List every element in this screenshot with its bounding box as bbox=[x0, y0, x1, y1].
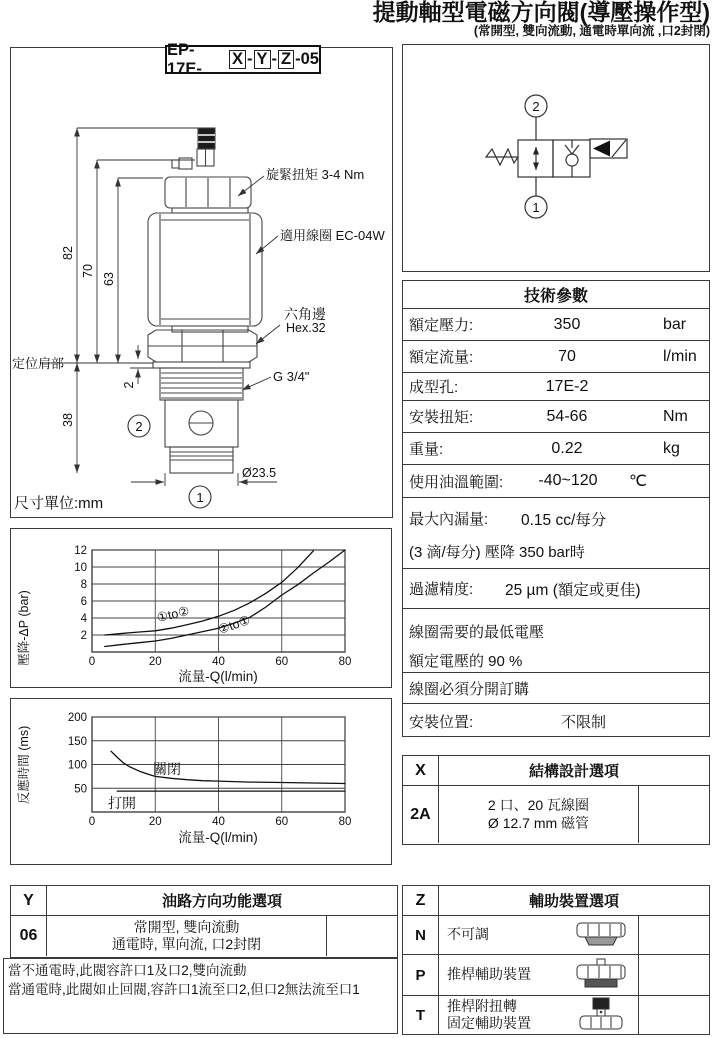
y-tick-label: 2 bbox=[80, 630, 87, 642]
tech-row-flow bbox=[403, 341, 709, 373]
y-row-empty-cell bbox=[327, 916, 397, 956]
tech-unit: Nm bbox=[663, 407, 688, 425]
response-time-chart bbox=[10, 698, 392, 865]
tech-label: 成型孔: bbox=[409, 379, 459, 396]
tech-voltage-line2: 額定電壓的 90 % bbox=[409, 653, 523, 670]
tech-row-filtration bbox=[403, 569, 709, 609]
x-row-line1: 2 口、20 瓦線圈 bbox=[487, 797, 590, 813]
y-tick-label: 10 bbox=[74, 562, 87, 574]
y-tick-label: 8 bbox=[80, 579, 87, 591]
tech-unit: ℃ bbox=[629, 473, 647, 490]
torque-label: 旋緊扭矩 3-4 Nm bbox=[266, 167, 365, 182]
tech-table-title-text: 技術參數 bbox=[523, 288, 588, 305]
x-tick-label: 40 bbox=[212, 816, 225, 828]
order-code-sep: - bbox=[271, 50, 278, 68]
tech-unit: kg bbox=[663, 439, 680, 457]
dim-diameter: Ø23.5 bbox=[242, 466, 277, 480]
x-row-empty-cell bbox=[639, 786, 709, 843]
y-option-table bbox=[10, 885, 398, 958]
tech-value: 0.15 cc/每分 bbox=[521, 512, 607, 529]
z-row-line1: 不可調 bbox=[447, 926, 489, 943]
shoulder-label: 定位肩部 bbox=[12, 356, 65, 371]
y-tick-label: 200 bbox=[67, 712, 87, 724]
y-table-row bbox=[11, 916, 397, 956]
push-pin-nut-icon bbox=[572, 958, 630, 992]
thread-label: G 3/4" bbox=[273, 369, 310, 384]
tech-unit: l/min bbox=[663, 347, 697, 365]
y-tick-label: 100 bbox=[67, 759, 87, 772]
chart2-series2-label: 打開 bbox=[108, 795, 136, 811]
tech-table-title bbox=[403, 281, 709, 309]
x-tick-label: 80 bbox=[338, 656, 352, 668]
z-table-row-p bbox=[403, 955, 709, 996]
tech-label: 使用油溫範圍: bbox=[409, 473, 504, 491]
y-note-line1: 當不通電時,此閥容許口1及口2,雙向流動 bbox=[8, 963, 247, 978]
twist-knob-nut-icon bbox=[572, 997, 630, 1033]
tech-value: 25 µm (額定或更佳) bbox=[505, 581, 641, 599]
dim-63: 63 bbox=[102, 272, 116, 286]
x-option-table bbox=[402, 755, 710, 845]
y-tick-label: 12 bbox=[74, 545, 87, 557]
chart2-series1-label: 關閉 bbox=[153, 761, 181, 777]
y-table-key: Y bbox=[11, 886, 47, 915]
z-table-key: Z bbox=[403, 886, 439, 915]
x-tick-label: 60 bbox=[275, 816, 289, 828]
page-title: 提動軸型電磁方向閥(導壓操作型) bbox=[372, 0, 710, 25]
tech-leak-note: (3 滴/每分) 壓降 350 bar時 bbox=[409, 544, 585, 561]
tech-voltage-line1: 線圈需要的最低電壓 bbox=[409, 624, 545, 641]
dimension-lines bbox=[40, 128, 277, 486]
z-row-key: N bbox=[403, 916, 439, 954]
tech-unit: bar bbox=[663, 315, 687, 333]
order-code-z: Z bbox=[278, 50, 294, 69]
tech-value: 0.22 bbox=[551, 439, 583, 457]
x-tick-label: 0 bbox=[88, 816, 96, 828]
tech-label: 安裝位置: bbox=[409, 713, 474, 731]
x-tick-label: 80 bbox=[338, 816, 352, 828]
chart2-ylabel: 反應時間 (ms) bbox=[17, 725, 31, 805]
z-table-header bbox=[403, 886, 709, 916]
y-table-notes bbox=[3, 958, 398, 1034]
tech-label: 安裝扭矩: bbox=[409, 409, 474, 426]
hex-label-1: 六角邊 bbox=[284, 306, 326, 322]
tech-row-weight bbox=[403, 433, 709, 465]
z-table-row-n bbox=[403, 916, 709, 955]
port2-label: 2 bbox=[135, 419, 143, 434]
symbol-graphics bbox=[486, 95, 627, 218]
chart1-series2-label: ②to① bbox=[216, 612, 253, 637]
z-row-line2: 固定輔助裝置 bbox=[447, 1015, 531, 1031]
check-valve-ball bbox=[566, 154, 578, 166]
valve-drawing bbox=[10, 73, 393, 518]
tech-row-mounting bbox=[403, 704, 709, 738]
order-code-suffix: -05 bbox=[295, 50, 319, 68]
tech-label: 重量: bbox=[409, 441, 444, 458]
valve-body bbox=[148, 128, 262, 473]
chart1-xlabel: 流量-Q(l/min) bbox=[178, 669, 258, 684]
z-row-key: P bbox=[403, 955, 439, 995]
tech-table bbox=[402, 280, 710, 737]
tech-value: 17E-2 bbox=[545, 377, 589, 395]
tech-row-leakage bbox=[403, 498, 709, 569]
tech-row-temperature bbox=[403, 465, 709, 498]
tech-label: 過濾精度: bbox=[409, 581, 474, 598]
coil-body bbox=[148, 213, 262, 326]
y-tick-label: 50 bbox=[74, 783, 87, 796]
x-row-key: 2A bbox=[403, 786, 439, 843]
x-row-line2: Ø 12.7 mm 磁管 bbox=[487, 814, 590, 831]
symbol-port2-label: 2 bbox=[532, 99, 540, 114]
coil-label: 適用線圈 EC-04W bbox=[280, 228, 385, 243]
z-row-key: T bbox=[403, 996, 439, 1034]
z-option-table bbox=[402, 885, 710, 1035]
hex-label-2: Hex.32 bbox=[286, 321, 326, 335]
x-table-header bbox=[403, 756, 709, 786]
solenoid-triangle bbox=[593, 141, 610, 157]
z-row-line1: 推桿輔助裝置 bbox=[447, 966, 531, 983]
tech-label: 額定壓力: bbox=[409, 317, 474, 334]
tech-label: 最大內漏量: bbox=[409, 511, 489, 528]
y-tick-label: 6 bbox=[80, 596, 87, 608]
knurled-nut-icon bbox=[572, 920, 630, 950]
dim-38: 38 bbox=[61, 413, 75, 427]
z-row-line1: 推桿附扭轉 bbox=[447, 997, 517, 1014]
y-row-line2: 通電時, 單向流, 口2封閉 bbox=[111, 936, 262, 952]
dim-70: 70 bbox=[81, 264, 95, 278]
tech-value: -40~120 bbox=[538, 472, 598, 489]
y-table-header bbox=[11, 886, 397, 916]
x-table-row bbox=[403, 786, 709, 843]
chart2-xlabel: 流量-Q(l/min) bbox=[178, 830, 258, 845]
x-tick-label: 20 bbox=[148, 816, 162, 828]
y-tick-label: 4 bbox=[80, 613, 87, 625]
page-subtitle: (常開型, 雙向流動, 通電時單向流 ,口2封閉) bbox=[473, 24, 710, 39]
y-table-title: 油路方向功能選項 bbox=[161, 893, 282, 910]
tech-value: 54-66 bbox=[546, 407, 588, 425]
x-tick-label: 60 bbox=[275, 656, 289, 668]
port1-label: 1 bbox=[196, 490, 204, 505]
z-row-empty-cell bbox=[639, 955, 709, 995]
tech-value: 70 bbox=[558, 347, 576, 365]
override-knob bbox=[198, 128, 215, 149]
order-code-y: Y bbox=[254, 50, 271, 69]
dim-82: 82 bbox=[61, 246, 75, 260]
z-table-title: 輔助裝置選項 bbox=[528, 893, 619, 910]
y-row-line1: 常開型, 雙向流動 bbox=[133, 918, 240, 935]
tech-row-pressure bbox=[403, 309, 709, 341]
pressure-drop-chart bbox=[10, 528, 392, 688]
dim-2: 2 bbox=[122, 381, 136, 389]
tech-value: 350 bbox=[553, 315, 581, 333]
x-tick-label: 20 bbox=[148, 656, 162, 668]
y-row-key: 06 bbox=[11, 916, 47, 956]
y-tick-label: 150 bbox=[67, 735, 87, 748]
z-row-empty-cell bbox=[639, 916, 709, 954]
tech-row-voltage bbox=[403, 609, 709, 673]
z-table-row-t bbox=[403, 996, 709, 1034]
hydraulic-symbol bbox=[402, 44, 710, 272]
title-block bbox=[290, 0, 710, 38]
x-tick-label: 40 bbox=[212, 656, 225, 668]
tech-row-cavity bbox=[403, 373, 709, 401]
tech-row-coil-note bbox=[403, 673, 709, 704]
order-code-prefix: EP-17E- bbox=[167, 40, 202, 78]
order-code-x: X bbox=[229, 50, 246, 69]
chart1-series1-label: ①to② bbox=[155, 603, 191, 625]
tech-row-torque bbox=[403, 401, 709, 433]
x-tick-label: 0 bbox=[88, 656, 96, 668]
z-row-empty-cell bbox=[639, 996, 709, 1034]
tech-coil-note: 線圈必須分開訂購 bbox=[409, 680, 530, 698]
tech-value: 不限制 bbox=[561, 713, 607, 731]
x-table-key: X bbox=[403, 756, 439, 785]
y-note-line2: 當通電時,此閥如止回閥,容許口1流至口2,但口2無法流至口1 bbox=[8, 981, 360, 997]
unit-note: 尺寸單位:mm bbox=[14, 495, 104, 512]
x-table-title: 結構設計選項 bbox=[528, 763, 619, 780]
series-curve bbox=[111, 751, 345, 783]
order-code bbox=[165, 40, 321, 78]
spring-symbol bbox=[486, 149, 518, 165]
chart1-ylabel: 壓降-ΔP (bar) bbox=[17, 590, 31, 666]
order-code-sep: - bbox=[247, 50, 253, 68]
symbol-port1-label: 1 bbox=[532, 200, 540, 215]
tech-label: 額定流量: bbox=[409, 349, 474, 366]
